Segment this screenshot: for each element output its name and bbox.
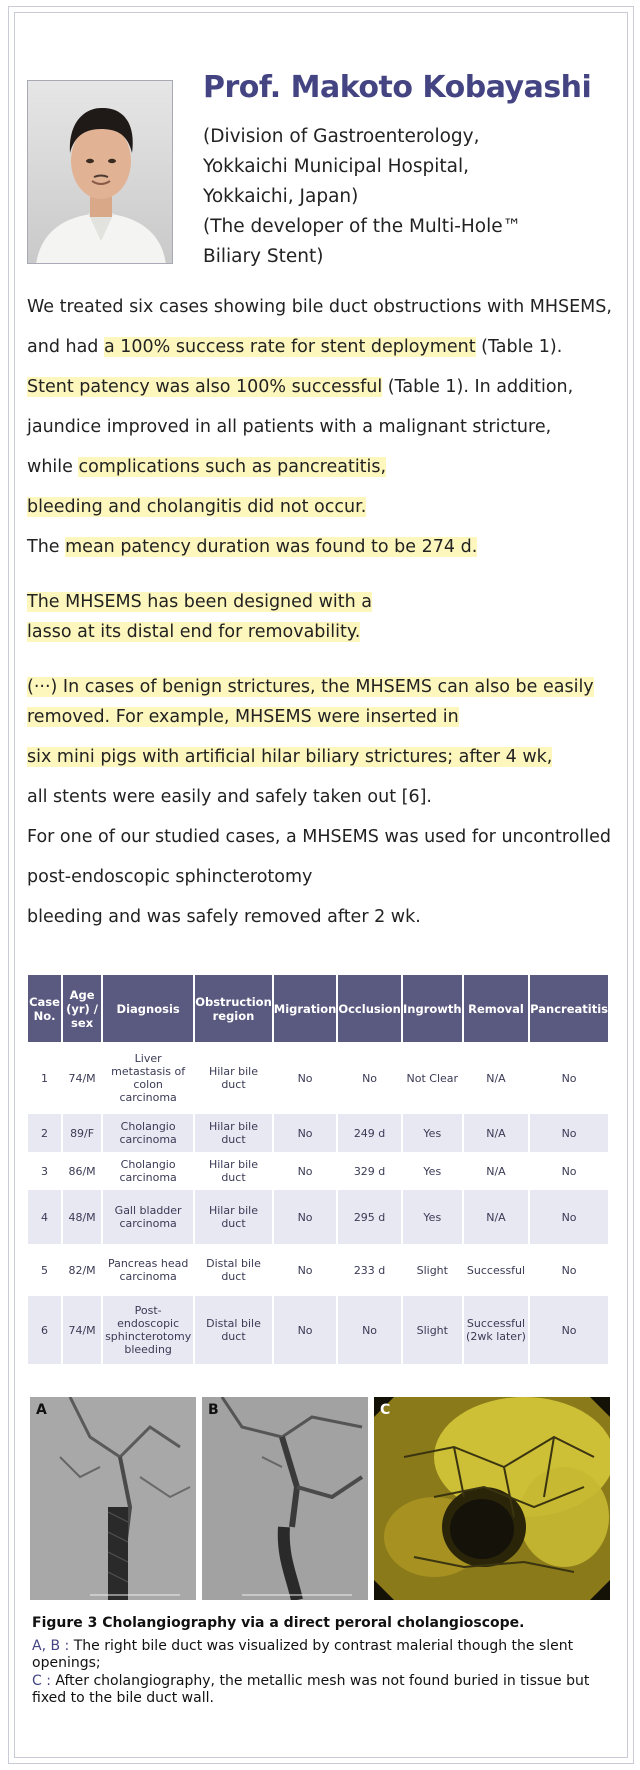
table-cell: N/A [463, 1152, 529, 1190]
table-row [28, 1152, 609, 1190]
table-cell: No [273, 1296, 338, 1364]
body-line [27, 747, 617, 767]
highlight-text: (···) In cases of benign strictures, the MHSEMS can also be easily [27, 677, 594, 697]
body-line [27, 377, 617, 397]
table-cell: No [337, 1042, 401, 1114]
cholangioscope-image-c [374, 1397, 610, 1600]
table-cell: Not Clear [402, 1042, 463, 1114]
table-header-cell: Obstruction region [194, 975, 273, 1042]
table-cell: Pancreas head carcinoma [102, 1244, 194, 1296]
table-row [28, 1244, 609, 1296]
table-cell: Hilar bile duct [194, 1042, 273, 1114]
caption-text-ab: The right bile duct was visualized by contrast malerial though the slent openings; [32, 1638, 574, 1671]
table-row [28, 1042, 609, 1114]
body-line [27, 457, 617, 477]
highlight-text: six mini pigs with artificial hilar biliary strictures; after 4 wk, [27, 747, 553, 767]
affiliation-line: Yokkaichi, Japan) [203, 186, 359, 207]
body-text: The [27, 537, 66, 557]
highlight-text: The MHSEMS has been designed with a [27, 592, 373, 612]
table-cell: Yes [402, 1190, 463, 1244]
table-cell: Liver metastasis of colon carcinoma [102, 1042, 194, 1114]
table-header-cell: Ingrowth [402, 975, 463, 1042]
table-cell: N/A [463, 1190, 529, 1244]
table-cell: Distal bile duct [194, 1244, 273, 1296]
table-header-row [28, 975, 609, 1042]
table-cell: 4 [28, 1190, 62, 1244]
highlight-text: Stent patency was also 100% successful [27, 377, 383, 397]
affiliation-line: (The developer of the Multi-Hole™ [203, 216, 522, 237]
body-line: post-endoscopic sphincterotomy [27, 867, 313, 887]
table-cell: No [337, 1296, 401, 1364]
body-line: For one of our studied cases, a MHSEMS was used for uncontrolled [27, 827, 612, 847]
cholangiography-image-b [202, 1397, 368, 1600]
body-line [27, 677, 617, 697]
author-photo [27, 80, 173, 264]
table-cell: 233 d [337, 1244, 401, 1296]
table-header-cell: Pancreatitis [529, 975, 609, 1042]
figure-title: Figure 3 Cholangiography via a direct peroral cholangioscope. [32, 1615, 525, 1631]
table-cell: 5 [28, 1244, 62, 1296]
table-row [28, 1114, 609, 1152]
table-cell: No [529, 1244, 609, 1296]
results-table [28, 975, 610, 1364]
table-cell: Hilar bile duct [194, 1190, 273, 1244]
table-cell: Gall bladder carcinoma [102, 1190, 194, 1244]
table-cell: No [273, 1244, 338, 1296]
table-cell: 249 d [337, 1114, 401, 1152]
table-header-cell: Occlusion [337, 975, 401, 1042]
table-cell: 82/M [62, 1244, 102, 1296]
caption-key-ab: A, B : [32, 1638, 70, 1654]
table-cell: Hilar bile duct [194, 1152, 273, 1190]
table-cell: No [529, 1114, 609, 1152]
table-cell: 74/M [62, 1042, 102, 1114]
table-cell: Distal bile duct [194, 1296, 273, 1364]
body-line: We treated six cases showing bile duct obstructions with MHSEMS, [27, 297, 612, 317]
table-cell: 3 [28, 1152, 62, 1190]
table-cell: 329 d [337, 1152, 401, 1190]
cholangiography-image-a [30, 1397, 196, 1600]
caption-text-c: After cholangiography, the metallic mesh was not found buried in tissue but fixed to the bile duct wall. [32, 1673, 590, 1706]
body-line: all stents were easily and safely taken out [6]. [27, 787, 432, 807]
table-cell: 86/M [62, 1152, 102, 1190]
table-cell: N/A [463, 1042, 529, 1114]
highlight-text: removed. For example, MHSEMS were inserted in [27, 707, 459, 727]
table-cell: 295 d [337, 1190, 401, 1244]
author-name: Prof. Makoto Kobayashi [203, 70, 592, 105]
table-cell: No [273, 1152, 338, 1190]
table-cell: Hilar bile duct [194, 1114, 273, 1152]
table-cell: Cholangio carcinoma [102, 1114, 194, 1152]
body-line: jaundice improved in all patients with a malignant stricture, [27, 417, 552, 437]
body-line [27, 622, 617, 642]
table-cell: Yes [402, 1114, 463, 1152]
body-line [27, 497, 617, 517]
table-header-cell: Age (yr) / sex [62, 975, 102, 1042]
table-row [28, 1190, 609, 1244]
table-cell: Slight [402, 1244, 463, 1296]
body-line [27, 707, 617, 727]
body-line [27, 337, 617, 357]
body-line [27, 537, 617, 557]
table-cell: No [273, 1190, 338, 1244]
figure-caption-c [32, 1673, 602, 1707]
affiliation-line: (Division of Gastroenterology, [203, 126, 480, 147]
highlight-text: lasso at its distal end for removability. [27, 622, 361, 642]
body-text: and had [27, 337, 104, 357]
table-cell: 89/F [62, 1114, 102, 1152]
table-cell: 2 [28, 1114, 62, 1152]
figure-caption-ab [32, 1638, 602, 1672]
table-cell: Successful [463, 1244, 529, 1296]
table-cell: 48/M [62, 1190, 102, 1244]
table-cell: Slight [402, 1296, 463, 1364]
body-text: (Table 1). In addition, [382, 377, 574, 397]
table-cell: Cholangio carcinoma [102, 1152, 194, 1190]
highlight-text: bleeding and cholangitis did not occur. [27, 497, 367, 517]
table-cell: Successful (2wk later) [463, 1296, 529, 1364]
table-cell: No [529, 1152, 609, 1190]
table-cell: No [273, 1114, 338, 1152]
table-cell: 6 [28, 1296, 62, 1364]
table-cell: Yes [402, 1152, 463, 1190]
image-label-b: B [208, 1402, 219, 1418]
author-affiliation [203, 122, 603, 272]
table-cell: No [273, 1042, 338, 1114]
affiliation-line: Yokkaichi Municipal Hospital, [203, 156, 469, 177]
table-header-cell: Migration [273, 975, 338, 1042]
affiliation-line: Biliary Stent) [203, 246, 324, 267]
image-label-a: A [36, 1402, 47, 1418]
body-text: while [27, 457, 79, 477]
table-cell: No [529, 1296, 609, 1364]
highlight-text: a 100% success rate for stent deployment [103, 337, 476, 357]
table-cell: 1 [28, 1042, 62, 1114]
body-text: (Table 1). [475, 337, 563, 357]
table-cell: No [529, 1042, 609, 1114]
highlight-text: mean patency duration was found to be 274 d. [65, 537, 478, 557]
table-header-cell: Removal [463, 975, 529, 1042]
table-cell: Post-endoscopic sphincterotomy bleeding [102, 1296, 194, 1364]
table-row [28, 1296, 609, 1364]
table-cell: No [529, 1190, 609, 1244]
table-header-cell: Diagnosis [102, 975, 194, 1042]
body-line: bleeding and was safely removed after 2 wk. [27, 907, 421, 927]
highlight-text: complications such as pancreatitis, [78, 457, 387, 477]
table-cell: 74/M [62, 1296, 102, 1364]
table-cell: N/A [463, 1114, 529, 1152]
table-header-cell: Case No. [28, 975, 62, 1042]
image-label-c: C [380, 1402, 391, 1418]
body-line [27, 592, 617, 612]
caption-key-c: C : [32, 1673, 51, 1689]
